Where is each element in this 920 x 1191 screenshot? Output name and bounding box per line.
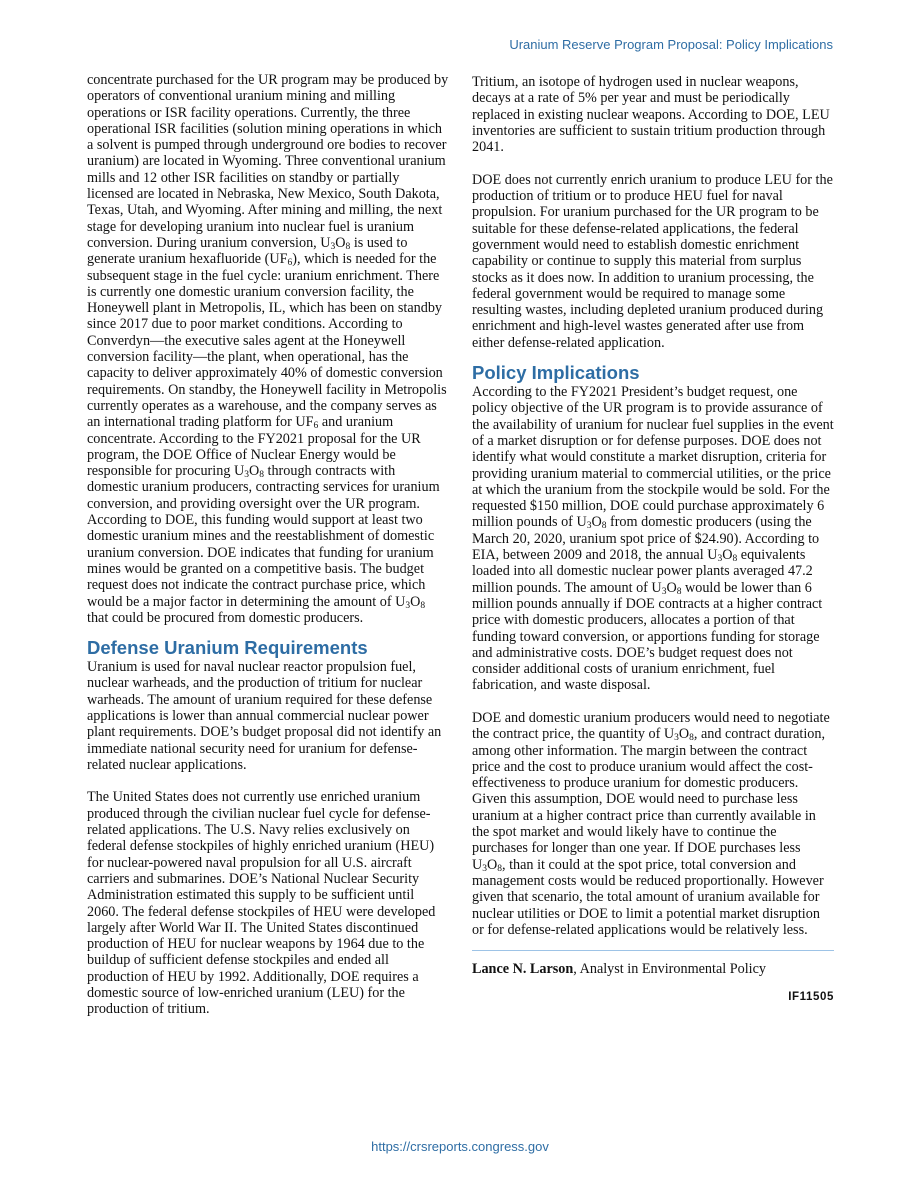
text-run: DOE and domestic uranium producers would need to negotiate the contract price, the quantity of U xyxy=(472,709,830,743)
subscript: 3 xyxy=(661,586,667,597)
text-run: O xyxy=(410,593,421,610)
text-run: According to the FY2021 President’s budget request, one policy objective of the UR program is to provide assurance of the availability of uranium for nuclear fuel supplies in the event of a market disruption or for defense purposes. DOE does not identify what would constitute a market disruption, criteria for providing uranium material to commercial utilities, or the price at which the uranium from the stockpile would be sold. For the requested $150 million, DOE could purchase approximately 6 million pounds of U xyxy=(472,384,834,531)
running-header-title: Uranium Reserve Program Proposal: Policy Implications xyxy=(509,37,833,52)
author-name: Lance N. Larson xyxy=(472,961,574,978)
text-run: , than it could at the spot price, total conversion and management costs would be reduced proportionally. However given that scenario, the total amount of uranium available for nuclear utilities or DOE to limit a potential market disruption or for defense-related applications would be relatively less. xyxy=(472,856,824,938)
paragraph-defense-uses: Uranium is used for naval nuclear reactor propulsion fuel, nuclear warheads, and the production of tritium for nuclear warheads. The amount of uranium required for these defense applications is lower than annual commercial nuclear power plant requirements. DOE’s budget proposal did not identify an immediate national security need for uranium for defense-related nuclear applications. xyxy=(87,659,442,773)
text-run: O xyxy=(722,547,733,564)
subscript: 6 xyxy=(313,421,319,432)
text-run: through contracts with domestic uranium producers, contracting services for uranium conversion, and providing oversight over the UR program. According to DOE, this funding would support at least two domestic uranium mines and the reestablishment of domestic uranium conversion. DOE indicates that funding for uranium mines would be granted on a competitive basis. The budget request does not indicate the contract purchase price, which would be a major factor in determining the amount of U xyxy=(87,463,440,610)
section-heading-defense-uranium: Defense Uranium Requirements xyxy=(87,637,368,659)
subscript: 8 xyxy=(676,586,682,597)
text-run: O xyxy=(335,234,346,251)
text-run: O xyxy=(666,579,677,596)
subscript: 3 xyxy=(405,600,411,611)
subscript: 3 xyxy=(586,521,592,532)
subscript: 3 xyxy=(482,863,487,874)
text-run: would be lower than 6 million pounds annually if DOE contracts at a higher contract price with domestic producers, allocates a portion of that funding toward conversion, or apportions funding for storage and administrative costs. DOE’s budget request does not consider additional costs of uranium enrichment, fuel fabrication, and waste disposal. xyxy=(472,579,823,694)
right-column xyxy=(472,74,834,1006)
subscript: 8 xyxy=(259,470,264,481)
text-run: , and contract duration, among other information. The margin between the contract price and the cost to produce uranium would affect the cost-effectiveness to produce uranium for domestic producers. Given this assumption, DOE would need to purchase less uranium at a higher contract price than currently available in the spot market and would likely have to continue the purchases for longer than one year. If DOE purchases less U xyxy=(472,726,826,873)
document-id: IF11505 xyxy=(788,991,834,1004)
subscript: 6 xyxy=(287,258,293,269)
subscript: 3 xyxy=(244,470,249,481)
author-byline xyxy=(472,961,834,977)
subscript: 3 xyxy=(674,733,679,744)
paragraph-enriched-uranium-defense: The United States does not currently use enriched uranium produced through the civilian nuclear fuel cycle for defense-related applications. The U.S. Navy relies exclusively on federal defense stockpiles of highly enriched uranium (HEU) for nuclear-powered naval propulsion for all U.S. aircraft carriers and submarines. DOE’s National Nuclear Security Administration estimated this supply to be sufficient until 2060. The federal defense stockpiles of HEU were developed largely after World War II. The United States discontinued production of HEU for nuclear weapons by 1964 due to the buildup of sufficient defense stockpiles and ended all production of HEU by 1992. Additionally, DOE requires a domestic source of low-enriched uranium (LEU) for the production of tritium. xyxy=(87,789,436,1018)
subscript: 8 xyxy=(601,521,607,532)
subscript: 3 xyxy=(717,554,723,565)
text-run: concentrate purchased for the UR program may be produced by operators of conventional uranium mining and milling operations or ISR facility operations. Currently, the three operational ISR facilities (solution mining operations in which a solvent is pumped through underground ore bodies to recover uranium) are located in Wyoming. Three conventional uranium mills and 12 other ISR facilities on standby or partially licensed are located in Nebraska, New Mexico, South Dakota, Texas, Utah, and Wyoming. After mining and milling, the next stage for developing uranium into nuclear fuel is uranium conversion. During uranium conversion, U xyxy=(87,72,449,251)
section-heading-policy-implications: Policy Implications xyxy=(472,362,640,384)
subscript: 8 xyxy=(420,600,426,611)
text-run: that could be procured from domestic producers. xyxy=(87,609,364,626)
left-column xyxy=(87,72,449,1018)
subscript: 8 xyxy=(689,733,694,744)
text-run: ), which is needed for the subsequent stage in the fuel cycle: uranium enrichment. There is currently one domestic uranium conversion facility, the Honeywell plant in Metropolis, IL, which has been on standby since 2017 due to poor market conditions. According to Converdyn—the executive sales agent at the Honeywell conversion facility—the plant, when operational, has the capacity to deliver approximately 40% of domestic conversion requirements. On standby, the Honeywell facility in Metropolis currently operates as a warehouse, and the company serves as an international trading platform for UF xyxy=(87,251,447,431)
text-run: O xyxy=(487,856,498,873)
author-divider xyxy=(472,950,834,951)
text-run: is used to generate uranium hexafluoride (UF xyxy=(87,234,408,268)
subscript: 3 xyxy=(330,241,336,252)
text-run: equivalents loaded into all domestic nuclear power plants averaged 47.2 million pounds. The amount of U xyxy=(472,547,813,596)
author-title: , Analyst in Environmental Policy xyxy=(573,961,766,978)
paragraph-contract-price xyxy=(472,710,834,938)
paragraph-tritium: Tritium, an isotope of hydrogen used in nuclear weapons, decays at a rate of 5% per year and must be periodically replaced in existing nuclear weapons. According to DOE, LEU inventories are sufficient to sustain tritium production through 2041. xyxy=(472,74,830,156)
footer-url[interactable]: https://crsreports.congress.gov xyxy=(371,1139,549,1154)
text-run: O xyxy=(248,463,260,480)
paragraph-ur-program-producers xyxy=(87,72,449,626)
paragraph-enrichment-capability: DOE does not currently enrich uranium to produce LEU for the production of tritium or to produce HEU fuel for naval propulsion. For uranium purchased for the UR program to be suitable for these defense-related applications, the federal government would need to establish domestic enrichment capability or continue to supply this material from surplus stocks as it does now. In addition to uranium processing, the federal government would be required to manage some resulting wastes, including depleted uranium produced during enrichment and high-level wastes generated after use from either defense-related application. xyxy=(472,171,833,351)
text-run: and uranium concentrate. According to the FY2021 proposal for the UR program, the DOE Office of Nuclear Energy would be responsible for procuring U xyxy=(87,414,421,480)
text-run: from domestic producers (using the March 20, 2020, uranium spot price of $24.90). According to EIA, between 2009 and 2018, the annual U xyxy=(472,514,820,564)
subscript: 8 xyxy=(497,863,502,874)
text-run: O xyxy=(678,726,690,743)
subscript: 8 xyxy=(732,554,738,565)
paragraph-budget-request xyxy=(472,384,834,694)
text-run: O xyxy=(591,514,602,531)
subscript: 8 xyxy=(345,241,351,252)
